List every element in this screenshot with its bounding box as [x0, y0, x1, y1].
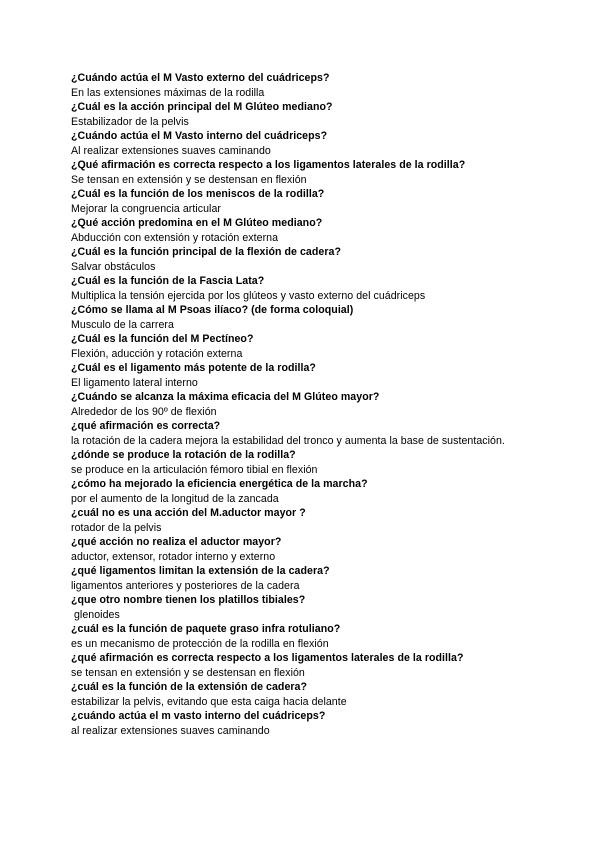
- answer-text: Al realizar extensiones suaves caminando: [71, 144, 271, 157]
- question-text: ¿Cuál es el ligamento más potente de la rodilla?: [71, 362, 316, 374]
- answer-text: Salvar obstáculos: [71, 260, 156, 273]
- answer-text: Estabilizador de la pelvis: [71, 115, 189, 128]
- question-text: ¿Cuándo actúa el M Vasto interno del cuádriceps?: [71, 130, 328, 142]
- answer-text: se produce en la articulación fémoro tibial en flexión: [71, 463, 318, 476]
- question-text: ¿qué acción no realiza el aductor mayor?: [71, 536, 282, 548]
- answer-text: En las extensiones máximas de la rodilla: [71, 86, 265, 99]
- answer-text: Musculo de la carrera: [71, 318, 174, 331]
- answer-text: la rotación de la cadera mejora la estabilidad del tronco y aumenta la base de sustentación.: [71, 434, 505, 447]
- question-text: ¿Cuál es la acción principal del M Glúteo mediano?: [71, 101, 333, 113]
- question-text: ¿Cuál es la función principal de la flexión de cadera?: [71, 246, 341, 258]
- qa-item: [71, 332, 541, 361]
- answer-text: estabilizar la pelvis, evitando que esta caiga hacia delante: [71, 695, 347, 708]
- question-text: ¿Cuál es la función de la Fascia Lata?: [71, 275, 265, 287]
- answer-text: Mejorar la congruencia articular: [71, 202, 221, 215]
- question-text: ¿qué afirmación es correcta respecto a los ligamentos laterales de la rodilla?: [71, 652, 464, 664]
- question-text: ¿Cómo se llama al M Psoas ilíaco? (de forma coloquial): [71, 304, 354, 316]
- question-text: ¿dónde se produce la rotación de la rodilla?: [71, 449, 296, 461]
- answer-text: al realizar extensiones suaves caminando: [71, 724, 270, 737]
- answer-text: glenoides: [71, 608, 120, 621]
- question-text: ¿que otro nombre tienen los platillos tibiales?: [71, 594, 306, 606]
- question-text: ¿cuál es la función de paquete graso infra rotuliano?: [71, 623, 341, 635]
- question-text: ¿qué afirmación es correcta?: [71, 420, 221, 432]
- qa-item: [71, 477, 541, 506]
- answer-text: Alrededor de los 90º de flexión: [71, 405, 217, 418]
- qa-item: [71, 709, 541, 738]
- qa-item: [71, 274, 541, 303]
- question-text: ¿Qué afirmación es correcta respecto a los ligamentos laterales de la rodilla?: [71, 159, 466, 171]
- answer-text: El ligamento lateral interno: [71, 376, 198, 389]
- document-page: [71, 71, 541, 738]
- question-text: ¿Cuál es la función de los meniscos de la rodilla?: [71, 188, 325, 200]
- qa-item: [71, 448, 541, 477]
- answer-text: Abducción con extensión y rotación externa: [71, 231, 279, 244]
- qa-item: [71, 419, 541, 448]
- question-text: ¿cuál no es una acción del M.aductor mayor ?: [71, 507, 306, 519]
- question-text: ¿qué ligamentos limitan la extensión de la cadera?: [71, 565, 330, 577]
- qa-item: [71, 245, 541, 274]
- question-text: ¿Cuál es la función del M Pectíneo?: [71, 333, 254, 345]
- answer-text: por el aumento de la longitud de la zancada: [71, 492, 279, 505]
- qa-item: [71, 622, 541, 651]
- answer-text: Se tensan en extensión y se destensan en flexión: [71, 173, 307, 186]
- answer-text: Flexión, aducción y rotación externa: [71, 347, 243, 360]
- question-text: ¿Cuándo se alcanza la máxima eficacia del M Glúteo mayor?: [71, 391, 380, 403]
- answer-text: se tensan en extensión y se destensan en flexión: [71, 666, 305, 679]
- qa-item: [71, 100, 541, 129]
- qa-item: [71, 535, 541, 564]
- question-text: ¿cuál es la función de la extensión de cadera?: [71, 681, 308, 693]
- qa-item: [71, 506, 541, 535]
- answer-text: aductor, extensor, rotador interno y externo: [71, 550, 276, 563]
- qa-item: [71, 303, 541, 332]
- qa-item: [71, 216, 541, 245]
- answer-text: Multiplica la tensión ejercida por los glúteos y vasto externo del cuádriceps: [71, 289, 426, 302]
- question-text: ¿Cuándo actúa el M Vasto externo del cuádriceps?: [71, 72, 330, 84]
- qa-item: [71, 593, 541, 622]
- answer-text: es un mecanismo de protección de la rodilla en flexión: [71, 637, 329, 650]
- qa-item: [71, 651, 541, 680]
- qa-item: [71, 564, 541, 593]
- qa-item: [71, 361, 541, 390]
- qa-item: [71, 158, 541, 187]
- qa-item: [71, 390, 541, 419]
- question-text: ¿Qué acción predomina en el M Glúteo mediano?: [71, 217, 323, 229]
- answer-text: ligamentos anteriores y posteriores de la cadera: [71, 579, 300, 592]
- answer-text: rotador de la pelvis: [71, 521, 162, 534]
- question-text: ¿cuándo actúa el m vasto interno del cuádriceps?: [71, 710, 326, 722]
- qa-item: [71, 187, 541, 216]
- qa-item: [71, 680, 541, 709]
- qa-item: [71, 129, 541, 158]
- question-text: ¿cómo ha mejorado la eficiencia energética de la marcha?: [71, 478, 368, 490]
- qa-item: [71, 71, 541, 100]
